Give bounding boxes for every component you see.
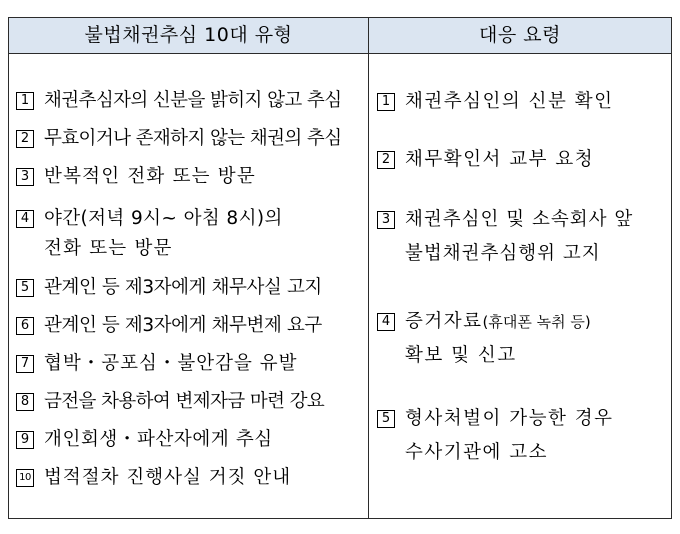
item-text: 형사처벌이 가능한 경우 — [405, 408, 614, 429]
item-number: 8 — [16, 393, 34, 411]
item-text: 채무확인서 교부 요청 — [405, 149, 595, 170]
item-text-continued: 불법채권추심행위 고지 — [405, 243, 601, 264]
item-number: 5 — [377, 410, 395, 428]
item-number: 6 — [16, 317, 34, 335]
item-number: 1 — [377, 93, 395, 111]
item-number: 5 — [16, 279, 34, 297]
item-text: 관계인 등 제3자에게 채무사실 고지 — [44, 277, 322, 298]
item-number: 2 — [16, 130, 34, 148]
item-text: 협박・공포심・불안감을 유발 — [44, 353, 298, 374]
item-number: 3 — [16, 168, 34, 186]
item-text: 채권추심인의 신분 확인 — [405, 91, 614, 112]
item-text: 무효이거나 존재하지 않는 채권의 추심 — [44, 128, 342, 149]
item-number: 4 — [377, 313, 395, 331]
item-number: 1 — [16, 92, 34, 110]
item-text-continued: 수사기관에 고소 — [405, 442, 548, 463]
item-number: 10 — [16, 469, 34, 487]
item-text: 야간(저녁 9시~ 아침 8시)의 — [44, 208, 283, 229]
item-text-continued: 확보 및 신고 — [405, 345, 517, 366]
item-number: 9 — [16, 431, 34, 449]
comparison-table — [8, 17, 672, 519]
header-response-guide: 대응 요령 — [479, 24, 561, 46]
item-text: 채권추심인 및 소속회사 앞 — [405, 209, 634, 230]
item-number: 2 — [377, 151, 395, 169]
item-number: 4 — [16, 210, 34, 228]
item-text: 법적절차 진행사실 거짓 안내 — [44, 467, 292, 488]
item-text: 채권추심자의 신분을 밝히지 않고 추심 — [44, 90, 342, 111]
column-divider — [368, 18, 369, 518]
item-text — [405, 308, 591, 336]
item-text-main: 증거자료 — [405, 311, 483, 332]
item-number: 3 — [377, 211, 395, 229]
item-text: 반복적인 전화 또는 방문 — [44, 166, 256, 187]
item-number: 7 — [16, 355, 34, 373]
header-illegal-collection-types: 불법채권추심 10대 유형 — [84, 24, 293, 46]
table-header — [9, 18, 671, 54]
item-text: 금전을 차용하여 변제자금 마련 강요 — [44, 391, 325, 412]
item-text: 개인회생・파산자에게 추심 — [44, 429, 273, 450]
item-text-note: (휴대폰 녹취 등) — [482, 313, 591, 331]
item-text-continued: 전화 또는 방문 — [44, 238, 173, 259]
item-text: 관계인 등 제3자에게 채무변제 요구 — [44, 315, 322, 336]
